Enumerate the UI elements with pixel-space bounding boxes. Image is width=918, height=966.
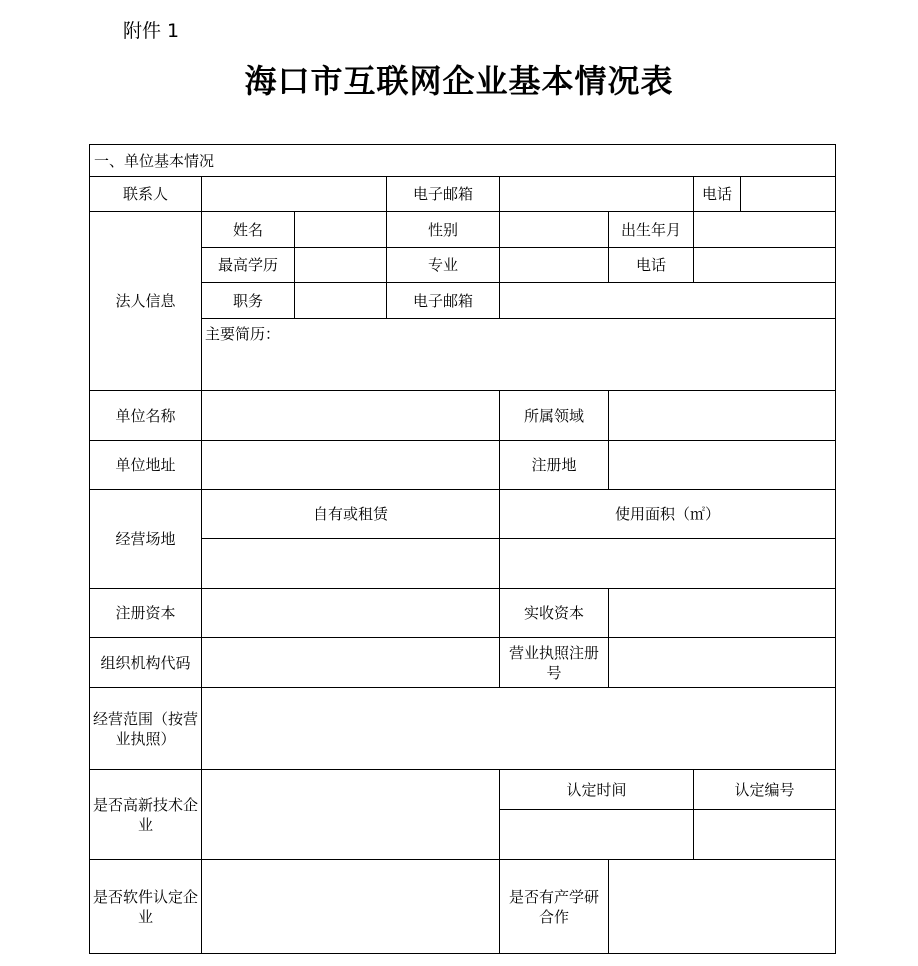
major-field[interactable] — [500, 248, 609, 283]
industry-univ-label: 是否有产学研合作 — [500, 860, 609, 954]
contact-label: 联系人 — [90, 177, 202, 212]
premises-label: 经营场地 — [90, 490, 202, 589]
area-label: 使用面积（㎡） — [500, 490, 836, 539]
cert-time-label: 认定时间 — [500, 770, 694, 810]
name-field[interactable] — [295, 212, 387, 248]
attachment-label: 附件 1 — [123, 20, 180, 42]
paid-capital-field[interactable] — [609, 589, 836, 638]
section-heading: 一、单位基本情况 — [90, 145, 836, 177]
education-field[interactable] — [295, 248, 387, 283]
software-field[interactable] — [202, 860, 500, 954]
org-code-field[interactable] — [202, 638, 500, 688]
org-code-label: 组织机构代码 — [90, 638, 202, 688]
scope-label: 经营范围（按营业执照） — [90, 688, 202, 770]
reg-capital-field[interactable] — [202, 589, 500, 638]
position-label: 职务 — [202, 283, 295, 319]
enterprise-info-form — [89, 144, 836, 954]
scope-field[interactable] — [202, 688, 836, 770]
high-tech-field[interactable] — [202, 770, 500, 860]
birth-label: 出生年月 — [609, 212, 694, 248]
email-label: 电子邮箱 — [387, 177, 500, 212]
industry-univ-field[interactable] — [609, 860, 836, 954]
contact-field[interactable] — [202, 177, 387, 212]
unit-address-field[interactable] — [202, 441, 500, 490]
name-label: 姓名 — [202, 212, 295, 248]
legal-phone-label: 电话 — [609, 248, 694, 283]
legal-email-label: 电子邮箱 — [387, 283, 500, 319]
gender-label: 性别 — [387, 212, 500, 248]
cert-no-label: 认定编号 — [694, 770, 836, 810]
major-label: 专业 — [387, 248, 500, 283]
unit-address-label: 单位地址 — [90, 441, 202, 490]
birth-field[interactable] — [694, 212, 836, 248]
unit-name-label: 单位名称 — [90, 391, 202, 441]
gender-field[interactable] — [500, 212, 609, 248]
high-tech-label: 是否高新技术企业 — [90, 770, 202, 860]
license-no-label: 营业执照注册号 — [500, 638, 609, 688]
own-or-rent-field[interactable] — [202, 539, 500, 589]
reg-place-field[interactable] — [609, 441, 836, 490]
cert-time-field[interactable] — [500, 810, 694, 860]
reg-capital-label: 注册资本 — [90, 589, 202, 638]
unit-name-field[interactable] — [202, 391, 500, 441]
paid-capital-label: 实收资本 — [500, 589, 609, 638]
reg-place-label: 注册地 — [500, 441, 609, 490]
area-field[interactable] — [500, 539, 836, 589]
email-field[interactable] — [500, 177, 694, 212]
software-label: 是否软件认定企业 — [90, 860, 202, 954]
legal-info-label: 法人信息 — [90, 212, 202, 391]
phone-field[interactable] — [741, 177, 836, 212]
phone-label: 电话 — [694, 177, 741, 212]
license-no-field[interactable] — [609, 638, 836, 688]
legal-email-field[interactable] — [500, 283, 836, 319]
position-field[interactable] — [295, 283, 387, 319]
field-field[interactable] — [609, 391, 836, 441]
page-title: 海口市互联网企业基本情况表 — [244, 62, 674, 100]
cert-no-field[interactable] — [694, 810, 836, 860]
field-label: 所属领域 — [500, 391, 609, 441]
own-or-rent-label: 自有或租赁 — [202, 490, 500, 539]
legal-phone-field[interactable] — [694, 248, 836, 283]
resume-field[interactable]: 主要简历： — [202, 319, 836, 391]
education-label: 最高学历 — [202, 248, 295, 283]
